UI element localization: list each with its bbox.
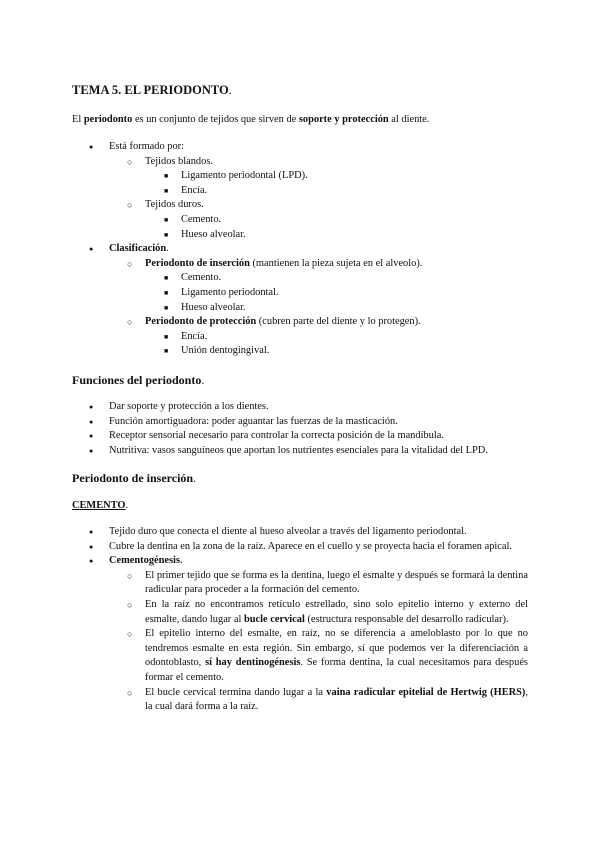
list-item bbox=[72, 400, 528, 415]
title-text: TEMA 5. EL PERIODONTO bbox=[72, 83, 229, 97]
cementogenesis-label: Cementogénesis bbox=[109, 555, 180, 567]
clasificacion-label: Clasificación bbox=[109, 243, 167, 255]
list-item bbox=[72, 429, 528, 444]
list-item: ● Clasificación. bbox=[72, 242, 528, 257]
list-item bbox=[72, 198, 528, 213]
list-item bbox=[72, 140, 528, 155]
list-item: ● Cementogénesis. bbox=[72, 554, 528, 569]
cemento-heading: CEMENTO bbox=[72, 500, 126, 511]
list-item bbox=[72, 344, 528, 359]
dentinogenesis-bold: sí hay dentinogénesis bbox=[205, 657, 301, 669]
item-text: El epitelio interno del esmalte, en raíz, no se diferencia a ameloblasto por lo que no tendremos esmalte en esta región. Sin embargo, sí que podemos ver la diferenciación a odontoblasto, bbox=[145, 628, 528, 669]
item-text: Receptor sensorial necesario para controlar la correcta posición de la mandíbula. bbox=[109, 430, 444, 442]
item-text: Dar soporte y protección a los dientes. bbox=[109, 401, 269, 412]
list-item bbox=[72, 315, 528, 330]
item-text: Hueso alveolar. bbox=[181, 301, 246, 313]
structure-list bbox=[72, 140, 528, 359]
heading-text: Periodonto de inserción bbox=[72, 471, 194, 485]
page-title: TEMA 5. EL PERIODONTO. bbox=[72, 83, 232, 97]
item-text: (estructura responsable del desarrollo radicular). bbox=[304, 613, 509, 625]
intro-bold-periodonto: periodonto bbox=[83, 114, 133, 125]
item-text: En la raíz no encontramos retículo estrellado, sino solo epitelio interno y externo del esmalte, dando lugar al bbox=[145, 598, 528, 625]
insercion-bold: Periodonto de inserción bbox=[145, 257, 250, 269]
proteccion-text: (cubren parte del diente y lo protegen). bbox=[256, 316, 421, 328]
formado-label: Está formado por: bbox=[109, 141, 185, 152]
cemento-heading-block: CEMENTO. bbox=[72, 500, 129, 511]
item-text: El bucle cervical termina dando lugar a la bbox=[145, 686, 327, 698]
section-heading: Funciones del periodonto. bbox=[72, 373, 205, 387]
cemento-list bbox=[72, 525, 528, 715]
title-block bbox=[72, 83, 528, 98]
list-item bbox=[72, 540, 528, 555]
item-text: Cemento. bbox=[181, 213, 222, 225]
proteccion-bold: Periodonto de protección bbox=[145, 316, 257, 328]
item-text: Cubre la dentina en la zona de la raíz. Aparece en el cuello y se proyecta hacia el foramen apical. bbox=[109, 540, 513, 552]
item-text: Hueso alveolar. bbox=[181, 228, 246, 240]
item-text: Cemento. bbox=[181, 272, 222, 284]
list-item bbox=[72, 257, 528, 272]
intro-pre: El bbox=[72, 114, 84, 125]
funciones-heading-block bbox=[72, 373, 528, 388]
item-text: Nutritiva: vasos sanguíneos que aportan los nutrientes esenciales para la vitalidad del LPD. bbox=[109, 444, 488, 456]
item-text: Tejido duro que conecta el diente al hueso alveolar a través del ligamento periodontal. bbox=[109, 526, 467, 537]
section-heading: Periodonto de inserción. bbox=[72, 471, 197, 485]
list-item bbox=[72, 627, 528, 685]
list-item bbox=[72, 213, 528, 228]
insercion-heading-block bbox=[72, 471, 528, 486]
item-text: Encía. bbox=[181, 330, 208, 342]
item-text: Ligamento periodontal (LPD). bbox=[181, 170, 308, 182]
list-item bbox=[72, 169, 528, 184]
insercion-text: (mantienen la pieza sujeta en el alveolo). bbox=[249, 257, 423, 269]
list-item bbox=[72, 184, 528, 199]
item-text: , la cual dará forma a la raíz. bbox=[145, 686, 528, 713]
item-text: Encía. bbox=[181, 184, 208, 196]
list-item bbox=[72, 330, 528, 345]
list-item bbox=[72, 271, 528, 286]
list-item bbox=[72, 286, 528, 301]
list-item bbox=[72, 598, 528, 627]
item-text: Función amortiguadora: poder aguantar las fuerzas de la masticación. bbox=[109, 415, 398, 427]
intro-post: al diente. bbox=[388, 114, 430, 125]
list-item bbox=[72, 444, 528, 459]
list-item bbox=[72, 301, 528, 316]
item-text: El primer tejido que se forma es la dentina, luego el esmalte y después se formará la dentina radicular para proceder a la formación del cemento. bbox=[145, 569, 528, 596]
hers-bold: vaina radicular epitelial de Hertwig (HERS) bbox=[326, 686, 526, 698]
intro-mid: es un conjunto de tejidos que sirven de bbox=[132, 114, 299, 125]
funciones-list bbox=[72, 400, 528, 458]
intro-bold-soporte: soporte y protección bbox=[298, 114, 389, 125]
heading-text: Funciones del periodonto bbox=[72, 373, 202, 387]
list-item bbox=[72, 415, 528, 430]
list-item bbox=[72, 525, 528, 540]
tejidos-blandos: Tejidos blandos. bbox=[145, 155, 213, 167]
list-item bbox=[72, 686, 528, 715]
list-item bbox=[72, 155, 528, 170]
item-text: . Se forma dentina, la cual necesitamos para después formar el cemento. bbox=[145, 657, 528, 683]
list-item bbox=[72, 569, 528, 598]
intro-paragraph bbox=[72, 113, 528, 128]
item-text: Ligamento periodontal. bbox=[181, 286, 279, 298]
tejidos-duros: Tejidos duros. bbox=[145, 199, 204, 211]
item-text: Unión dentogingival. bbox=[181, 345, 270, 357]
bucle-cervical-bold: bucle cervical bbox=[243, 613, 305, 625]
list-item bbox=[72, 228, 528, 243]
